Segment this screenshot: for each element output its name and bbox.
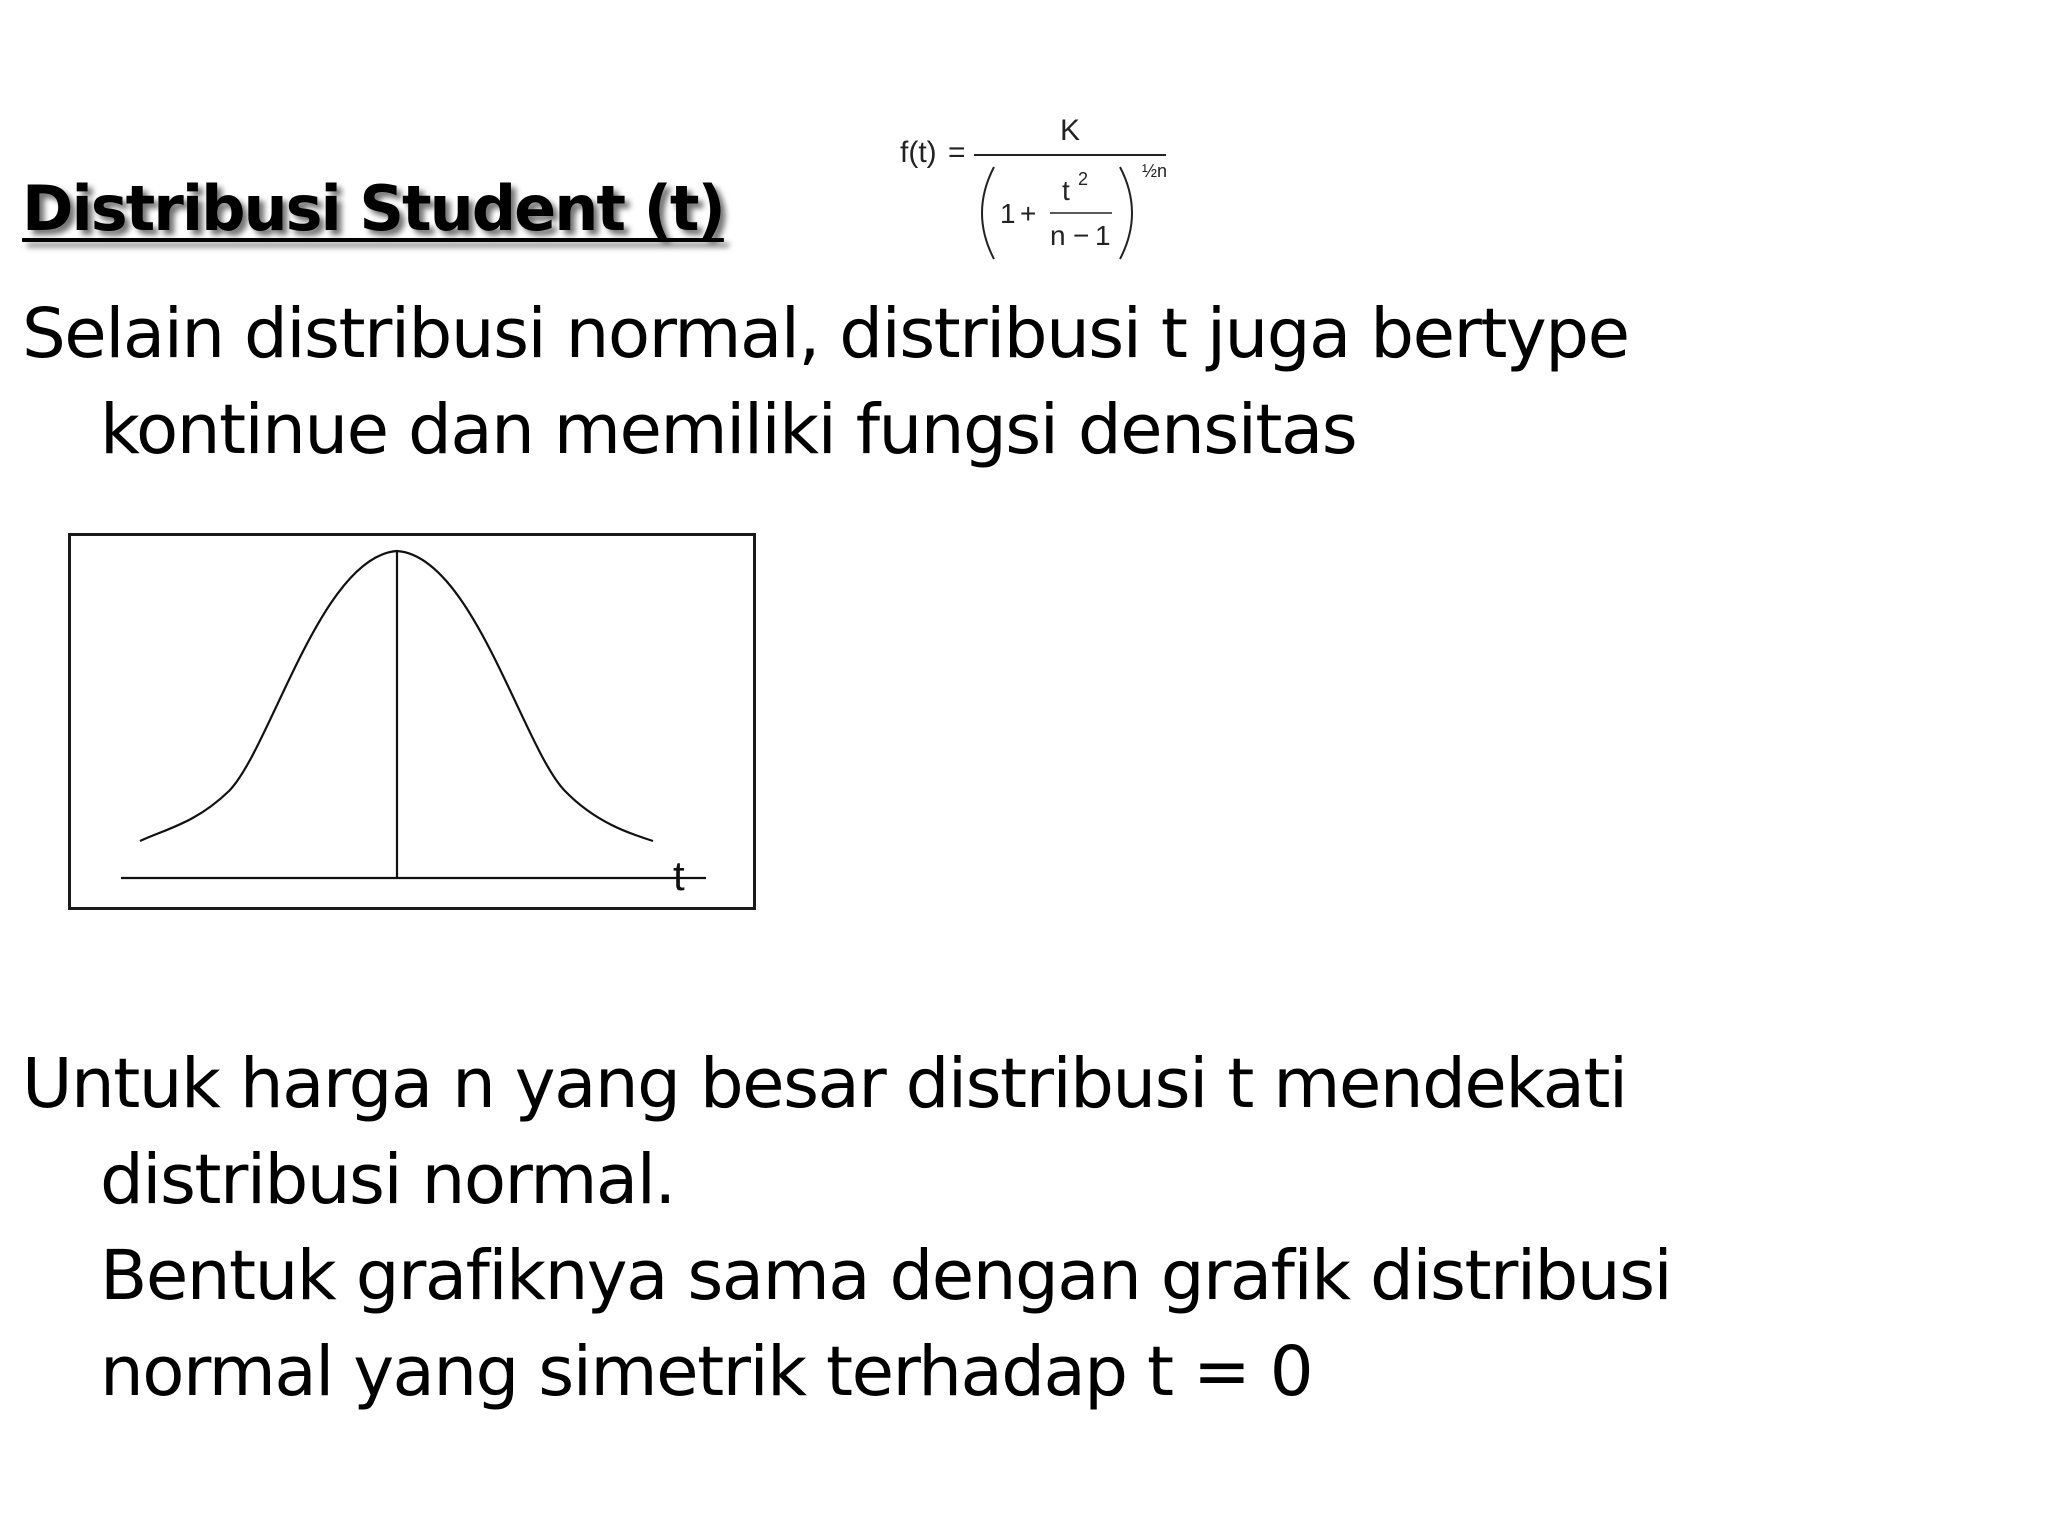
conclusion-line-4: normal yang simetrik terhadap t = 0: [100, 1332, 1313, 1412]
formula-outer-exponent: ½n: [1142, 161, 1168, 181]
formula-svg: [870, 105, 1200, 280]
formula-denom-minus: −: [1073, 220, 1090, 251]
formula-right-paren: [1120, 167, 1132, 259]
formula-lhs: f(t): [900, 136, 937, 169]
graph-svg: [71, 536, 753, 907]
intro-line-1: Selain distribusi normal, distribusi t juga bertype: [22, 294, 1629, 374]
formula-one: 1: [1000, 198, 1016, 229]
intro-line-2: kontinue dan memiliki fungsi densitas: [100, 390, 1357, 470]
conclusion-line-2: distribusi normal.: [100, 1140, 675, 1220]
formula-left-paren: [982, 167, 994, 259]
formula-denom-n: n: [1050, 220, 1066, 251]
conclusion-line-3: Bentuk grafiknya sama dengan grafik distribusi: [100, 1236, 1672, 1316]
formula-denom-one: 1: [1095, 220, 1111, 251]
slide-title: Distribusi Student (t): [22, 172, 724, 245]
formula-numerator: K: [1060, 114, 1081, 147]
conclusion-paragraph: [22, 1036, 1671, 1420]
density-formula: [870, 105, 1200, 280]
intro-paragraph: [22, 286, 1629, 478]
t-axis-label: t: [673, 852, 685, 899]
formula-equals: =: [948, 136, 966, 169]
t-distribution-graph: [68, 533, 756, 910]
formula-plus: +: [1020, 198, 1037, 229]
formula-t-exponent: 2: [1078, 169, 1089, 189]
formula-inner-t: t: [1062, 175, 1070, 206]
conclusion-line-1: Untuk harga n yang besar distribusi t mendekati: [22, 1044, 1627, 1124]
